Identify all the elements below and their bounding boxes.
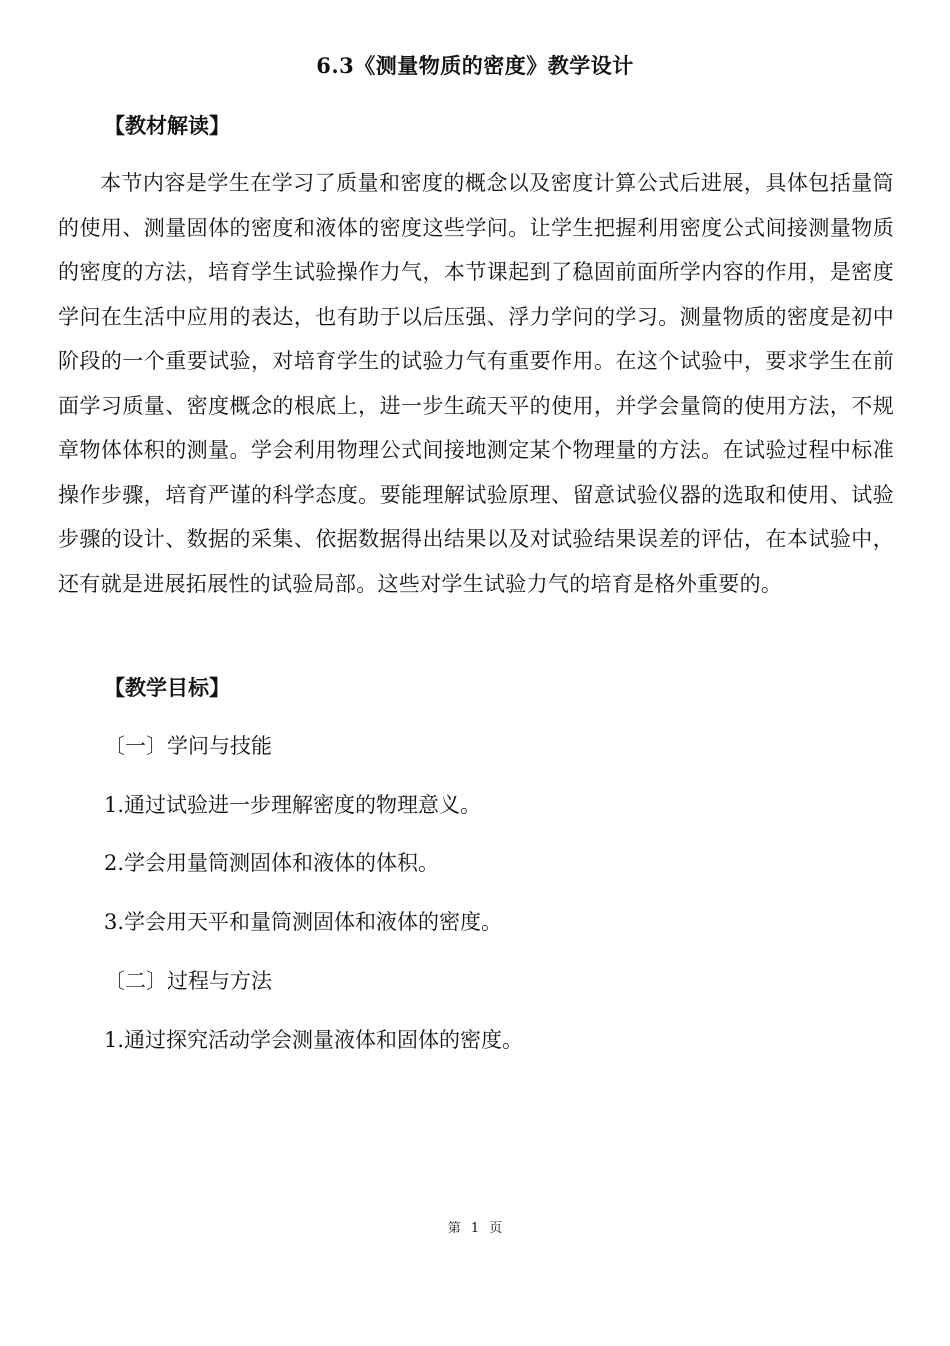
subheading-knowledge-skills: 〔一〕学问与技能 — [104, 734, 272, 758]
page-title: 6.3《测量物质的密度》教学设计 — [316, 53, 634, 78]
section-heading-textbook-analysis: 【教材解读】 — [104, 113, 230, 138]
body-paragraph: 本节内容是学生在学习了质量和密度的概念以及密度计算公式后进展，具体包括量筒的使用、测量固体的密度和液体的密度这些学问。让学生把握利用密度公式间接测量物质的密度的方法，培育学生试验操作力气，本节课起到了稳固前面所学内容的作用，是密度学问在生活中应用的表达，也有助于以后压强、浮力学问的学习。测量物质的密度是初中阶段的一个重要试验，对培育学生的试验力气有重要作用。在这个试验中，要求学生在前面学习质量、密度概念的根底上，进一步生疏天平的使用，并学会量筒的使用方法，不规章物体体积的测量。学会利用物理公式间接地测定某个物理量的方法。在试验过程中标准操作步骤，培育严谨的科学态度。要能理解试验原理、留意试验仪器的选取和使用、试验步骤的设计、数据的采集、依据数据得出结果以及对试验结果误差的评估，在本试验中，还有就是进展拓展性的试验局部。这些对学生试验力气的培育是格外重要的。 — [58, 171, 894, 596]
list-item: 3.学会用天平和量筒测固体和液体的密度。 — [104, 910, 503, 934]
section-heading-teaching-goals: 【教学目标】 — [104, 675, 230, 700]
page-number: 第 1 页 — [447, 1221, 503, 1236]
list-item: 1.通过探究活动学会测量液体和固体的密度。 — [104, 1028, 524, 1052]
list-item: 2.学会用量筒测固体和液体的体积。 — [104, 851, 440, 875]
subheading-process-methods: 〔二〕过程与方法 — [104, 969, 272, 993]
list-item: 1.通过试验进一步理解密度的物理意义。 — [104, 793, 482, 817]
